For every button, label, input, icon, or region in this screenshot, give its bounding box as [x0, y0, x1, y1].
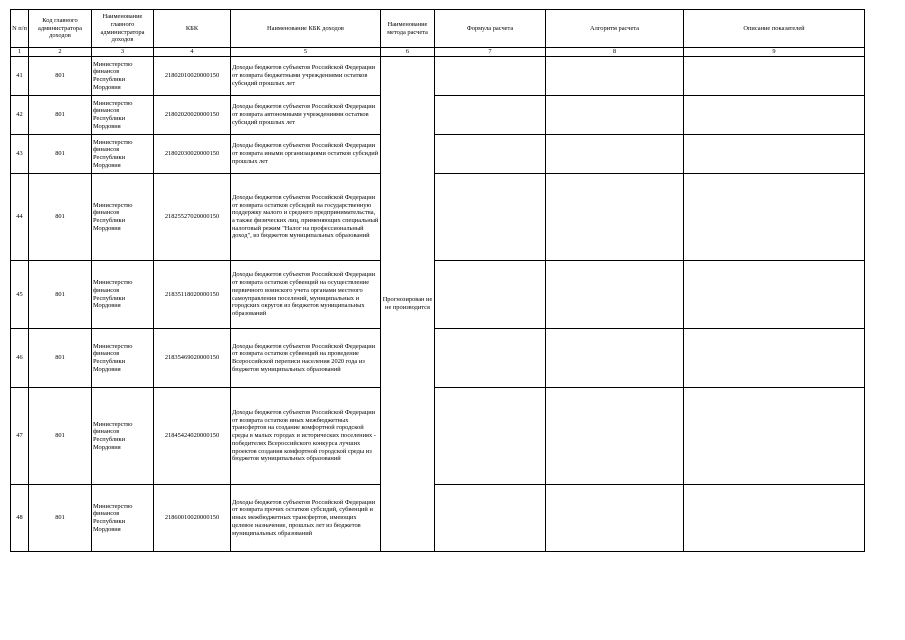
- header-indicators: Описание показателей: [684, 10, 865, 48]
- kbk-code: 21860010020000150: [154, 485, 231, 552]
- admin-name: Министерство финансов Республики Мордовия: [92, 485, 154, 552]
- admin-name: Министерство финансов Республики Мордовия: [92, 96, 154, 135]
- formula-cell: [435, 485, 546, 552]
- indicators-cell: [684, 388, 865, 485]
- table-row: [11, 261, 865, 329]
- table-row: [11, 57, 865, 96]
- header-kbk-name: Наименование КБК доходов: [231, 10, 381, 48]
- kbk-name: Доходы бюджетов субъектов Российской Федерации от возврата автономными учреждениями остатков субсидий прошлых лет: [231, 96, 381, 135]
- column-number: 3: [92, 48, 154, 57]
- header-method: Наименование метода расчета: [381, 10, 435, 48]
- admin-code: 801: [29, 329, 92, 388]
- admin-name: Министерство финансов Республики Мордовия: [92, 329, 154, 388]
- indicators-cell: [684, 57, 865, 96]
- kbk-name: Доходы бюджетов субъектов Российской Федерации от возврата остатков субсидий на государственную поддержку малого и среднего предпринимательства, а также физических лиц, применяющих специальный налоговый режим "Налог на профессиональный доход", из бюджетов муниципальных образований: [231, 174, 381, 261]
- column-number: 9: [684, 48, 865, 57]
- table-row: [11, 96, 865, 135]
- algorithm-cell: [546, 135, 684, 174]
- algorithm-cell: [546, 261, 684, 329]
- admin-name: Министерство финансов Республики Мордовия: [92, 174, 154, 261]
- kbk-code: 21845424020000150: [154, 388, 231, 485]
- algorithm-cell: [546, 485, 684, 552]
- row-number: 46: [11, 329, 29, 388]
- header-algorithm: Алгоритм расчета: [546, 10, 684, 48]
- column-number-row: [11, 48, 865, 57]
- table-row: [11, 388, 865, 485]
- indicators-cell: [684, 174, 865, 261]
- kbk-name: Доходы бюджетов субъектов Российской Федерации от возврата остатков субвенций на осуществление первичного воинского учета органами местного самоуправления поселений, муниципальных и городских округов из бюджетов муниципальных образований: [231, 261, 381, 329]
- formula-cell: [435, 174, 546, 261]
- kbk-code: 21802010020000150: [154, 57, 231, 96]
- algorithm-cell: [546, 57, 684, 96]
- header-kbk: КБК: [154, 10, 231, 48]
- kbk-name: Доходы бюджетов субъектов Российской Федерации от возврата иными организациями остатков субсидий прошлых лет: [231, 135, 381, 174]
- formula-cell: [435, 96, 546, 135]
- column-number: 5: [231, 48, 381, 57]
- indicators-cell: [684, 96, 865, 135]
- revenue-methods-table: [10, 9, 865, 552]
- formula-cell: [435, 135, 546, 174]
- table-row: [11, 174, 865, 261]
- column-number: 6: [381, 48, 435, 57]
- row-number: 47: [11, 388, 29, 485]
- kbk-code: 21802020020000150: [154, 96, 231, 135]
- kbk-name: Доходы бюджетов субъектов Российской Федерации от возврата прочих остатков субсидий, субвенций и иных межбюджетных трансфертов, имеющих целевое назначение, прошлых лет из бюджетов муниципальных образований: [231, 485, 381, 552]
- row-number: 48: [11, 485, 29, 552]
- algorithm-cell: [546, 174, 684, 261]
- row-number: 41: [11, 57, 29, 96]
- algorithm-cell: [546, 329, 684, 388]
- column-number: 1: [11, 48, 29, 57]
- kbk-code: 21835118020000150: [154, 261, 231, 329]
- kbk-code: 21835469020000150: [154, 329, 231, 388]
- formula-cell: [435, 329, 546, 388]
- header-formula: Формула расчета: [435, 10, 546, 48]
- admin-code: 801: [29, 261, 92, 329]
- table-row: [11, 329, 865, 388]
- column-number: 2: [29, 48, 92, 57]
- table-row: [11, 135, 865, 174]
- formula-cell: [435, 261, 546, 329]
- admin-name: Министерство финансов Республики Мордовия: [92, 388, 154, 485]
- indicators-cell: [684, 329, 865, 388]
- row-number: 43: [11, 135, 29, 174]
- header-admin-name: Наименование главного администратора доходов: [92, 10, 154, 48]
- admin-code: 801: [29, 485, 92, 552]
- indicators-cell: [684, 135, 865, 174]
- kbk-name: Доходы бюджетов субъектов Российской Федерации от возврата остатков субвенций на проведение Всероссийской переписи населения 2020 года из бюджетов муниципальных образований: [231, 329, 381, 388]
- kbk-name: Доходы бюджетов субъектов Российской Федерации от возврата остатков иных межбюджетных трансфертов на создание комфортной городской среды в малых городах и исторических поселениях - победителях Всероссийского конкурса лучших проектов создания комфортной городской среды из бюджетов муниципальных образований: [231, 388, 381, 485]
- column-number: 7: [435, 48, 546, 57]
- indicators-cell: [684, 261, 865, 329]
- header-row: [11, 10, 865, 48]
- admin-code: 801: [29, 388, 92, 485]
- admin-code: 801: [29, 174, 92, 261]
- admin-code: 801: [29, 96, 92, 135]
- formula-cell: [435, 57, 546, 96]
- table-row: [11, 485, 865, 552]
- header-admin-code: Код главного администратора доходов: [29, 10, 92, 48]
- row-number: 44: [11, 174, 29, 261]
- header-number: N п/п: [11, 10, 29, 48]
- indicators-cell: [684, 485, 865, 552]
- admin-code: 801: [29, 57, 92, 96]
- method-cell: Прогнозирован ие не производится: [381, 57, 435, 552]
- column-number: 4: [154, 48, 231, 57]
- admin-name: Министерство финансов Республики Мордовия: [92, 261, 154, 329]
- admin-name: Министерство финансов Республики Мордовия: [92, 57, 154, 96]
- formula-cell: [435, 388, 546, 485]
- kbk-name: Доходы бюджетов субъектов Российской Федерации от возврата бюджетными учреждениями остатков субсидий прошлых лет: [231, 57, 381, 96]
- algorithm-cell: [546, 96, 684, 135]
- kbk-code: 21825527020000150: [154, 174, 231, 261]
- row-number: 42: [11, 96, 29, 135]
- row-number: 45: [11, 261, 29, 329]
- algorithm-cell: [546, 388, 684, 485]
- column-number: 8: [546, 48, 684, 57]
- kbk-code: 21802030020000150: [154, 135, 231, 174]
- admin-code: 801: [29, 135, 92, 174]
- admin-name: Министерство финансов Республики Мордовия: [92, 135, 154, 174]
